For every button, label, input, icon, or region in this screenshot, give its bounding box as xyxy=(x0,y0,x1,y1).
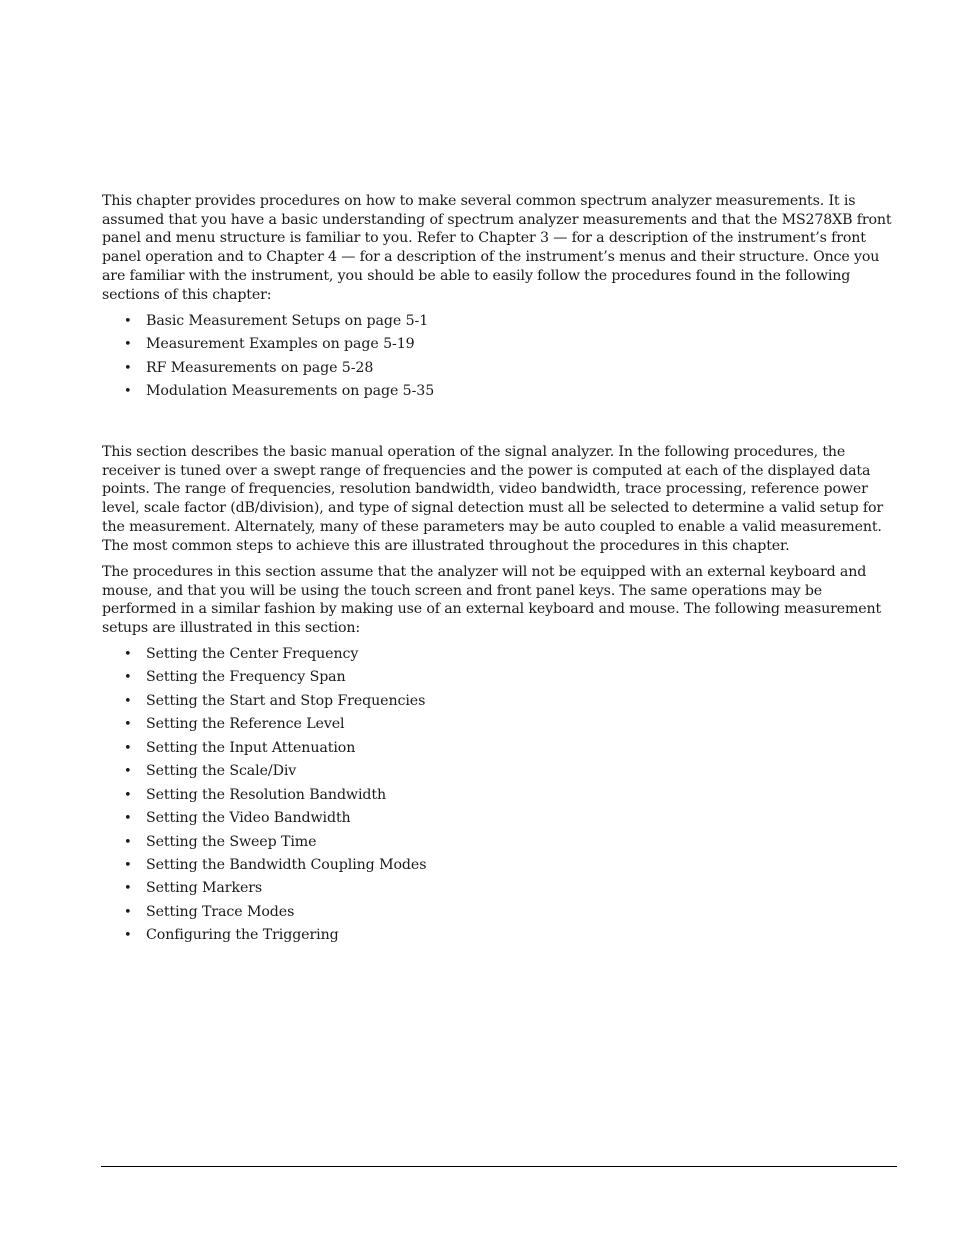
bullet-icon: • xyxy=(124,384,132,400)
list-item-text: Setting the Video Bandwidth xyxy=(146,810,351,827)
list-item xyxy=(124,739,426,762)
bullet-icon: • xyxy=(124,314,132,329)
bullet-icon: • xyxy=(124,337,132,353)
list-item xyxy=(124,762,426,785)
list-item xyxy=(124,359,434,382)
list-item-text: Configuring the Triggering xyxy=(146,927,339,944)
bullet-icon: • xyxy=(124,811,132,827)
list-item xyxy=(124,926,426,949)
list-item-text: Modulation Measurements on page 5-35 xyxy=(146,383,435,400)
intro-paragraph: This chapter provides procedures on how to make several common spectrum analyzer measurements. It is assumed that you have a basic understanding of spectrum analyzer measurements and that the MS278XB front panel and menu structure is familiar to you. Refer to Chapter 3 — for a description of the instrument’s front panel operation and to Chapter 4 — for a description of the instrument’s menus and their structure. Once you are familiar with the instrument, you should be able to easily follow the procedures found in the following sections of this chapter: xyxy=(102,193,892,303)
list-item xyxy=(124,786,426,809)
section-paragraph-2: The procedures in this section assume that the analyzer will not be equipped with an external keyboard and mouse, and that you will be using the touch screen and front panel keys. The same operations may be performed in a similar fashion by making use of an external keyboard and mouse. The following measurement setups are illustrated in this section: xyxy=(102,564,882,637)
bullet-icon: • xyxy=(124,693,132,709)
list-item-text: RF Measurements on page 5-28 xyxy=(146,359,374,376)
list-item xyxy=(124,335,434,358)
list-item-text: Measurement Examples on page 5-19 xyxy=(146,336,415,353)
list-item-text: Setting the Center Frequency xyxy=(146,646,359,662)
list-item xyxy=(124,382,434,405)
list-item xyxy=(124,833,426,856)
list-item-text: Setting the Start and Stop Frequencies xyxy=(146,692,426,709)
list-item xyxy=(124,692,426,715)
list-item xyxy=(124,668,426,691)
bullet-icon: • xyxy=(124,647,132,662)
list-item-text: Setting the Reference Level xyxy=(146,716,345,733)
section-paragraph-1: This section describes the basic manual operation of the signal analyzer. In the following procedures, the receiver is tuned over a swept range of frequencies and the power is computed at each of the displayed data points. The range of frequencies, resolution bandwidth, video bandwidth, trace processing, reference power level, scale factor (dB/division), and type of signal detection must all be selected to determine a valid setup for the measurement. Alternately, many of these parameters may be auto coupled to enable a valid measurement. The most common steps to achieve this are illustrated throughout the procedures in this chapter. xyxy=(102,444,883,554)
list-item-text: Setting Markers xyxy=(146,880,263,897)
list-item-text: Setting the Frequency Span xyxy=(146,669,346,686)
bullet-icon: • xyxy=(124,834,132,850)
list-item xyxy=(124,809,426,832)
bullet-icon: • xyxy=(124,904,132,920)
bullet-icon: • xyxy=(124,740,132,756)
list-item-text: Setting the Scale/Div xyxy=(146,763,297,780)
list-item xyxy=(124,903,426,926)
intro-bullet-list xyxy=(124,312,434,406)
list-item-text: Setting the Input Attenuation xyxy=(146,739,356,756)
list-item-text: Basic Measurement Setups on page 5-1 xyxy=(146,313,429,329)
list-item xyxy=(124,715,426,738)
footer-rule xyxy=(101,1166,897,1167)
list-item xyxy=(124,879,426,902)
list-item xyxy=(124,312,434,335)
bullet-icon: • xyxy=(124,928,132,944)
bullet-icon: • xyxy=(124,717,132,733)
bullet-icon: • xyxy=(124,881,132,897)
list-item xyxy=(124,856,426,879)
bullet-icon: • xyxy=(124,857,132,873)
setup-bullet-list xyxy=(124,645,426,950)
list-item-text: Setting Trace Modes xyxy=(146,903,295,920)
bullet-icon: • xyxy=(124,787,132,803)
list-item-text: Setting the Sweep Time xyxy=(146,833,317,850)
list-item xyxy=(124,645,426,668)
bullet-icon: • xyxy=(124,360,132,376)
list-item-text: Setting the Bandwidth Coupling Modes xyxy=(146,856,427,873)
bullet-icon: • xyxy=(124,670,132,686)
list-item-text: Setting the Resolution Bandwidth xyxy=(146,786,387,803)
bullet-icon: • xyxy=(124,764,132,780)
